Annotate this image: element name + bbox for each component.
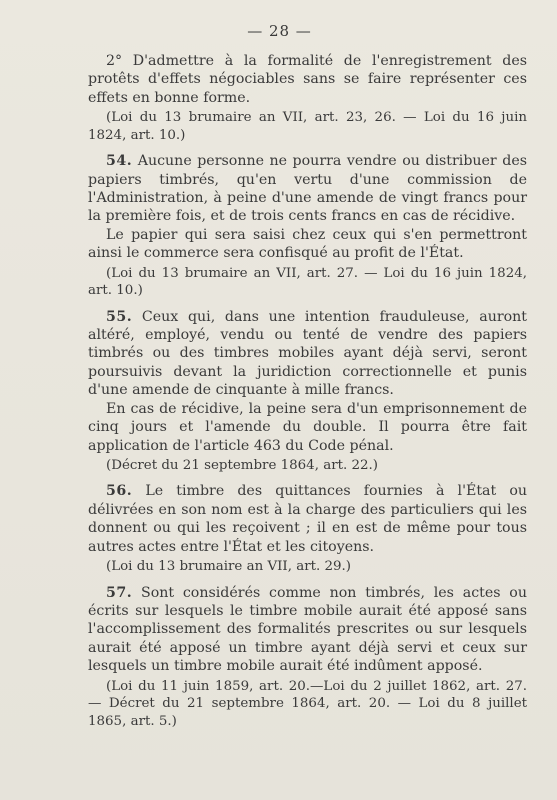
page-body <box>88 52 527 730</box>
article-text: Le timbre des quittances fournies à l'État ou délivrées en son nom est à la charge des particuliers qui les donnent ou qui les reçoivent ; il en est de même pour tous autres actes entre l'État et les citoyens. <box>88 483 527 555</box>
article-paragraph <box>88 482 527 556</box>
article-paragraph <box>88 584 527 676</box>
article-text: Ceux qui, dans une intention frauduleuse, auront altéré, employé, vendu ou tenté de vendre des papiers timbrés ou des timbres mobiles ayant déjà servi, seront poursuivis devant la juridiction correctionnelle et punis d'une amende de cinquante à mille francs. <box>88 308 527 399</box>
article-paragraph <box>88 152 527 226</box>
body-paragraph: En cas de récidive, la peine sera d'un emprisonnement de cinq jours et l'amende du double. Il pourra être fait application de l'article 463 du Code pénal. <box>88 400 527 454</box>
legal-citation: (Décret du 21 septembre 1864, art. 22.) <box>106 457 379 473</box>
legal-citation: (Loi du 13 brumaire an VII, art. 23, 26. — Loi du 16 juin 1824, art. 10.) <box>88 110 527 143</box>
article-number: 57. <box>106 584 133 601</box>
legal-citation: (Loi du 13 brumaire an VII, art. 29.) <box>106 559 352 575</box>
article-text: Aucune personne ne pourra vendre ou distribuer des papiers timbrés, qu'en vertu d'une commission de l'Administration, à peine d'une amende de vingt francs pour la première fois, et de trois cents francs en cas de récidive. <box>88 153 527 225</box>
body-paragraph: Le papier qui sera saisi chez ceux qui s'en permettront ainsi le commerce sera confisqué au profit de l'État. <box>88 226 527 262</box>
page-number: — 28 — <box>247 22 312 40</box>
article-number: 54. <box>106 153 133 170</box>
article-paragraph <box>88 308 527 400</box>
legal-citation: (Loi du 11 juin 1859, art. 20.—Loi du 2 juillet 1862, art. 27. — Décret du 21 septembre 1864, art. 20. — Loi du 8 juillet 1865, art. 5.) <box>88 678 527 729</box>
legal-citation: (Loi du 13 brumaire an VII, art. 27. — Loi du 16 juin 1824, art. 10.) <box>88 265 527 299</box>
body-paragraph: 2° D'admettre à la formalité de l'enregistrement des protêts d'effets négociables sans se faire représenter ces effets en bonne forme. <box>88 53 527 106</box>
article-number: 55. <box>106 308 133 325</box>
article-number: 56. <box>106 483 133 500</box>
article-text: Sont considérés comme non timbrés, les actes ou écrits sur lesquels le timbre mobile aurait été apposé sans l'accomplissement des formalités prescrites ou sur lesquels aurait été apposé un timbre ayant déjà servi et ceux sur lesquels un timbre mobile aurait été indûment apposé. <box>88 584 527 675</box>
